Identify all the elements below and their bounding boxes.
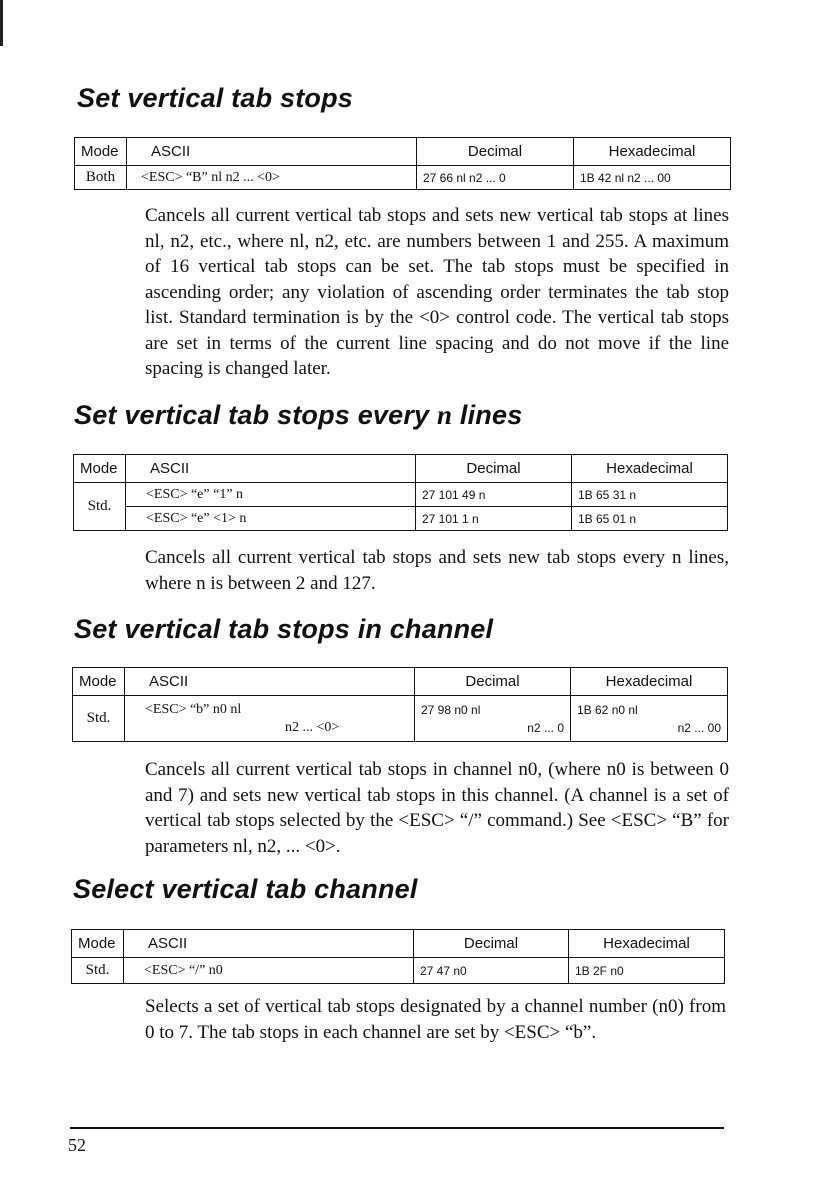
title-variable: n [436,400,453,430]
header-ascii: ASCII [125,668,415,696]
hex-cell: 1B 2F n0 [569,958,725,984]
hex-cell [571,696,728,742]
header-mode: Mode [74,455,126,483]
command-table [73,454,728,531]
ascii-line-2: n2 ... <0> [285,719,340,735]
header-decimal: Decimal [415,668,571,696]
header-decimal: Decimal [417,138,574,166]
mode-cell: Std. [72,958,124,984]
header-mode: Mode [75,138,127,166]
page-number: 52 [68,1135,86,1155]
header-hex: Hexadecimal [574,138,731,166]
decimal-cell [415,696,571,742]
mode-cell: Std. [73,696,125,742]
decimal-cell: 27 66 nl n2 ... 0 [417,166,574,190]
decimal-line-1: 27 98 n0 nl [421,702,481,717]
mode-cell: Std. [74,483,126,531]
section-title-tab-stops-in-channel: Set vertical tab stops in channel [74,614,494,644]
command-table [72,667,728,742]
section-title-set-vertical-tab-stops: Set vertical tab stops [77,83,353,113]
header-ascii: ASCII [124,930,414,958]
mode-cell: Both [75,166,127,190]
ascii-cell: <ESC> “/” n0 [124,958,414,984]
hex-cell: 1B 65 31 n [572,483,728,507]
section-title-select-tab-channel: Select vertical tab channel [73,874,418,904]
ascii-cell: <ESC> “e” “1” n [126,483,416,507]
page-edge-mark [0,0,3,46]
hex-cell: 1B 65 01 n [572,507,728,531]
decimal-line-2: n2 ... 0 [527,720,564,735]
ascii-cell [125,696,415,742]
section-description: Cancels all current vertical tab stops and sets new tab stops every n lines, where n is between 2 and 127. [145,547,729,594]
hex-cell: 1B 42 nl n2 ... 00 [574,166,731,190]
header-hex: Hexadecimal [572,455,728,483]
header-decimal: Decimal [416,455,572,483]
section-description: Selects a set of vertical tab stops designated by a channel number (n0) from 0 to 7. The tab stops in each channel are set by <ESC> “b”. [145,996,726,1043]
ascii-cell: <ESC> “B” nl n2 ... <0> [127,166,417,190]
section-description: Cancels all current vertical tab stops in channel n0, (where n0 is between 0 and 7) and sets new vertical tab stops in this channel. (A channel is a set of vertical tab stops selected by the <ESC> “/” command.) See <ESC> “B” for parameters nl, n2, ... <0>. [145,759,729,857]
ascii-line-1: <ESC> “b” n0 nl [145,701,242,717]
command-table [74,137,731,190]
section-title-every-n-lines [74,400,522,431]
footer-rule [70,1127,724,1129]
header-decimal: Decimal [414,930,569,958]
hex-line-1: 1B 62 n0 nl [577,702,638,717]
decimal-cell: 27 101 49 n [416,483,572,507]
title-prefix: Set vertical tab stops every [74,400,430,430]
title-suffix: lines [459,400,523,430]
section-description: Cancels all current vertical tab stops and sets new vertical tab stops at lines nl, n2, etc., where nl, n2, etc. are numbers between 1 and 255. A maximum of 16 vertical tab stops can be set. The tab stops must be specified in ascending order; any violation of ascending order terminates the tab stop list. Standard termination is by the <0> control code. The vertical tab stops are set in terms of the current line spacing and do not move if the line spacing is changed later. [145,205,729,379]
ascii-cell: <ESC> “e” <1> n [126,507,416,531]
header-hex: Hexadecimal [571,668,728,696]
header-hex: Hexadecimal [569,930,725,958]
header-mode: Mode [72,930,124,958]
header-ascii: ASCII [126,455,416,483]
hex-line-2: n2 ... 00 [677,720,721,735]
command-table [71,929,725,984]
decimal-cell: 27 101 1 n [416,507,572,531]
decimal-cell: 27 47 n0 [414,958,569,984]
header-ascii: ASCII [127,138,417,166]
header-mode: Mode [73,668,125,696]
